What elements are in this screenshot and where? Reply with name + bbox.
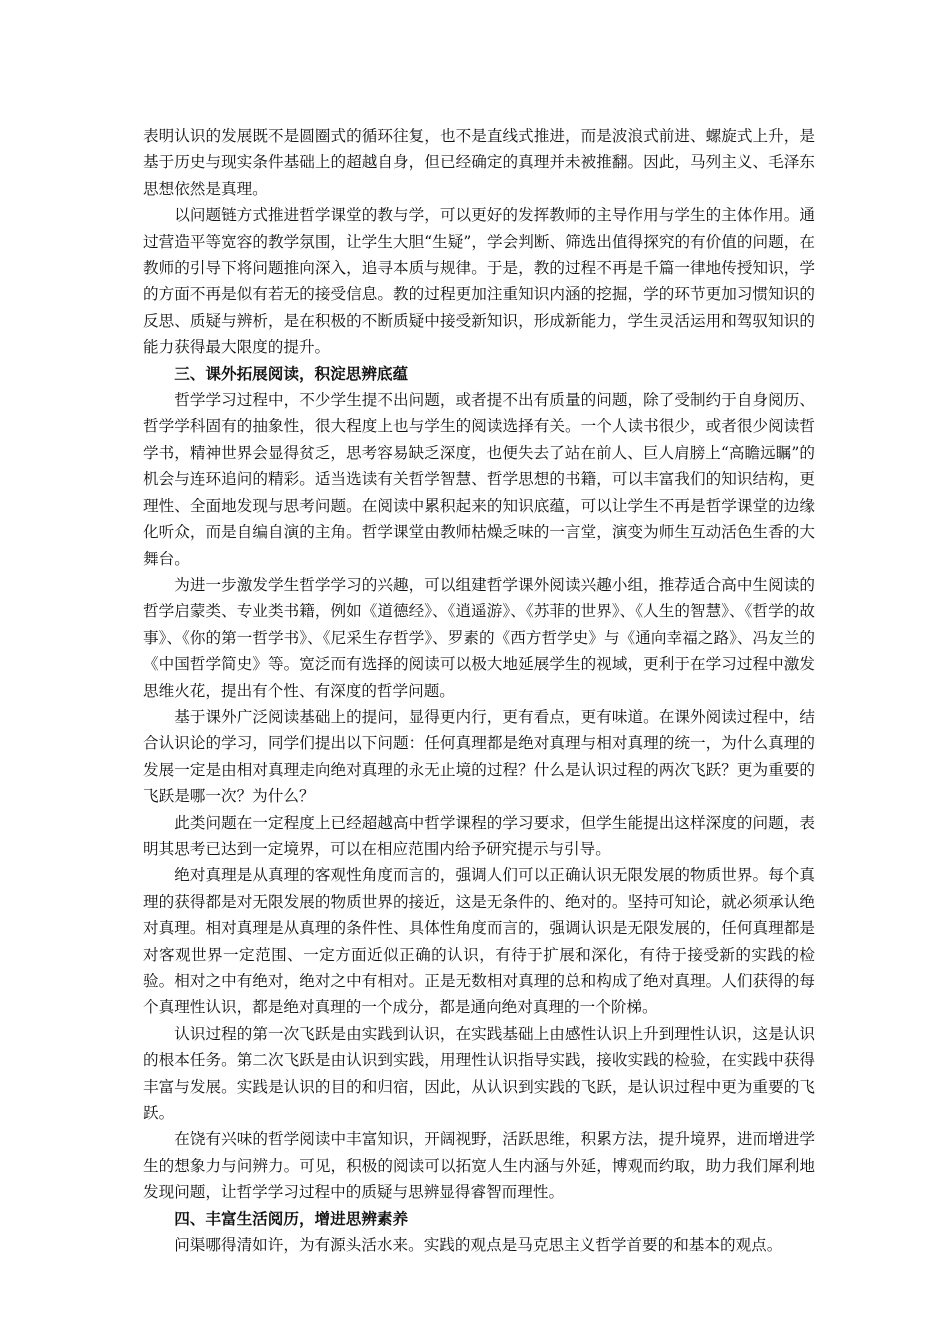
- section-heading-4: 四、丰富生活阅历，增进思辨素养: [174, 1208, 409, 1228]
- paragraph-2: 以问题链方式推进哲学课堂的教与学，可以更好的发挥教师的主导作用与学生的主体作用。通过营造平等宽容的教学氛围，让学生大胆“生疑”，学会判断、筛选出值得探究的有价值的问题，在教师的引导下将问题推向深入，追寻本质与规律。于是，教的过程不再是千篇一律地传授知识，学的方面不再是似有若无的接受信息。教的过程更加注重知识内涵的挖掘，学的环节更加习惯知识的反思、质疑与辨析，是在积极的不断质疑中接受新知识，形成新能力，学生灵活运用和驾驭知识的能力获得最大限度的提升。: [143, 206, 815, 357]
- paragraph-6: 此类问题在一定程度上已经超越高中哲学课程的学习要求，但学生能提出这样深度的问题，表明其思考已达到一定境界，可以在相应范围内给予研究提示与引导。: [143, 813, 815, 858]
- paragraph-10: 问渠哪得清如许，为有源头活水来。实践的观点是马克思主义哲学首要的和基本的观点。: [174, 1236, 783, 1255]
- paragraph-4: 为进一步激发学生哲学学习的兴趣，可以组建哲学课外阅读兴趣小组，推荐适合高中生阅读的哲学启蒙类、专业类书籍，例如《道德经》、《逍遥游》、《苏菲的世界》、《人生的智慧》、《哲学的故事》、《你的第一哲学书》、《尼采生存哲学》、罗素的《西方哲学史》与《通向幸福之路》、冯友兰的《中国哲学简史》等。宽泛而有选择的阅读可以极大地延展学生的视域，更利于在学习过程中激发思维火花，提出有个性、有深度的哲学问题。: [143, 575, 815, 700]
- paragraph-3: 哲学学习过程中，不少学生提不出问题，或者提不出有质量的问题，除了受制约于自身阅历、哲学学科固有的抽象性，很大程度上也与学生的阅读选择有关。一个人读书很少，或者很少阅读哲学书，精神世界会显得贫乏，思考容易缺乏深度，也便失去了站在前人、巨人肩膀上“高瞻远瞩”的机会与连环追问的精彩。适当选读有关哲学智慧、哲学思想的书籍，可以丰富我们的知识结构，更理性、全面地发现与思考问题。在阅读中累积起来的知识底蕴，可以让学生不再是哲学课堂的边缘化听众，而是自编自演的主角。哲学课堂由教师枯燥乏味的一言堂，演变为师生互动活色生香的大舞台。: [143, 391, 815, 568]
- paragraph-1: 表明认识的发展既不是圆圈式的循环往复，也不是直线式推进，而是波浪式前进、螺旋式上升，是基于历史与现实条件基础上的超越自身，但已经确定的真理并未被推翻。因此，马列主义、毛泽东思想依然是真理。: [143, 127, 815, 198]
- section-heading-3: 三、课外拓展阅读，积淀思辨底蕴: [174, 363, 409, 383]
- document-page: [143, 123, 815, 1258]
- paragraph-7: 绝对真理是从真理的客观性角度而言的，强调人们可以正确认识无限发展的物质世界。每个真理的获得都是对无限发展的物质世界的接近，这是无条件的、绝对的。坚持可知论，就必须承认绝对真理。相对真理是从真理的条件性、具体性角度而言的，强调认识是无限发展的，任何真理都是对客观世界一定范围、一定方面近似正确的认识，有待于扩展和深化，有待于接受新的实践的检验。相对之中有绝对，绝对之中有相对。正是无数相对真理的总和构成了绝对真理。人们获得的每个真理性认识，都是绝对真理的一个成分，都是通向绝对真理的一个阶梯。: [143, 866, 815, 1017]
- paragraph-9: 在饶有兴味的哲学阅读中丰富知识，开阔视野，活跃思维，积累方法，提升境界，进而增进学生的想象力与问辨力。可见，积极的阅读可以拓宽人生内涵与外延，博观而约取，助力我们犀利地发现问题，让哲学学习过程中的质疑与思辨显得睿智而理性。: [143, 1130, 815, 1202]
- paragraph-8: 认识过程的第一次飞跃是由实践到认识，在实践基础上由感性认识上升到理性认识，这是认识的根本任务。第二次飞跃是由认识到实践，用理性认识指导实践，接收实践的检验，在实践中获得丰富与发展。实践是认识的目的和归宿，因此，从认识到实践的飞跃，是认识过程中更为重要的飞跃。: [143, 1024, 815, 1123]
- paragraph-5: 基于课外广泛阅读基础上的提问，显得更内行，更有看点，更有味道。在课外阅读过程中，结合认识论的学习，同学们提出以下问题：任何真理都是绝对真理与相对真理的统一，为什么真理的发展一定是由相对真理走向绝对真理的永无止境的过程？什么是认识过程的两次飞跃？更为重要的飞跃是哪一次？为什么？: [143, 707, 815, 806]
